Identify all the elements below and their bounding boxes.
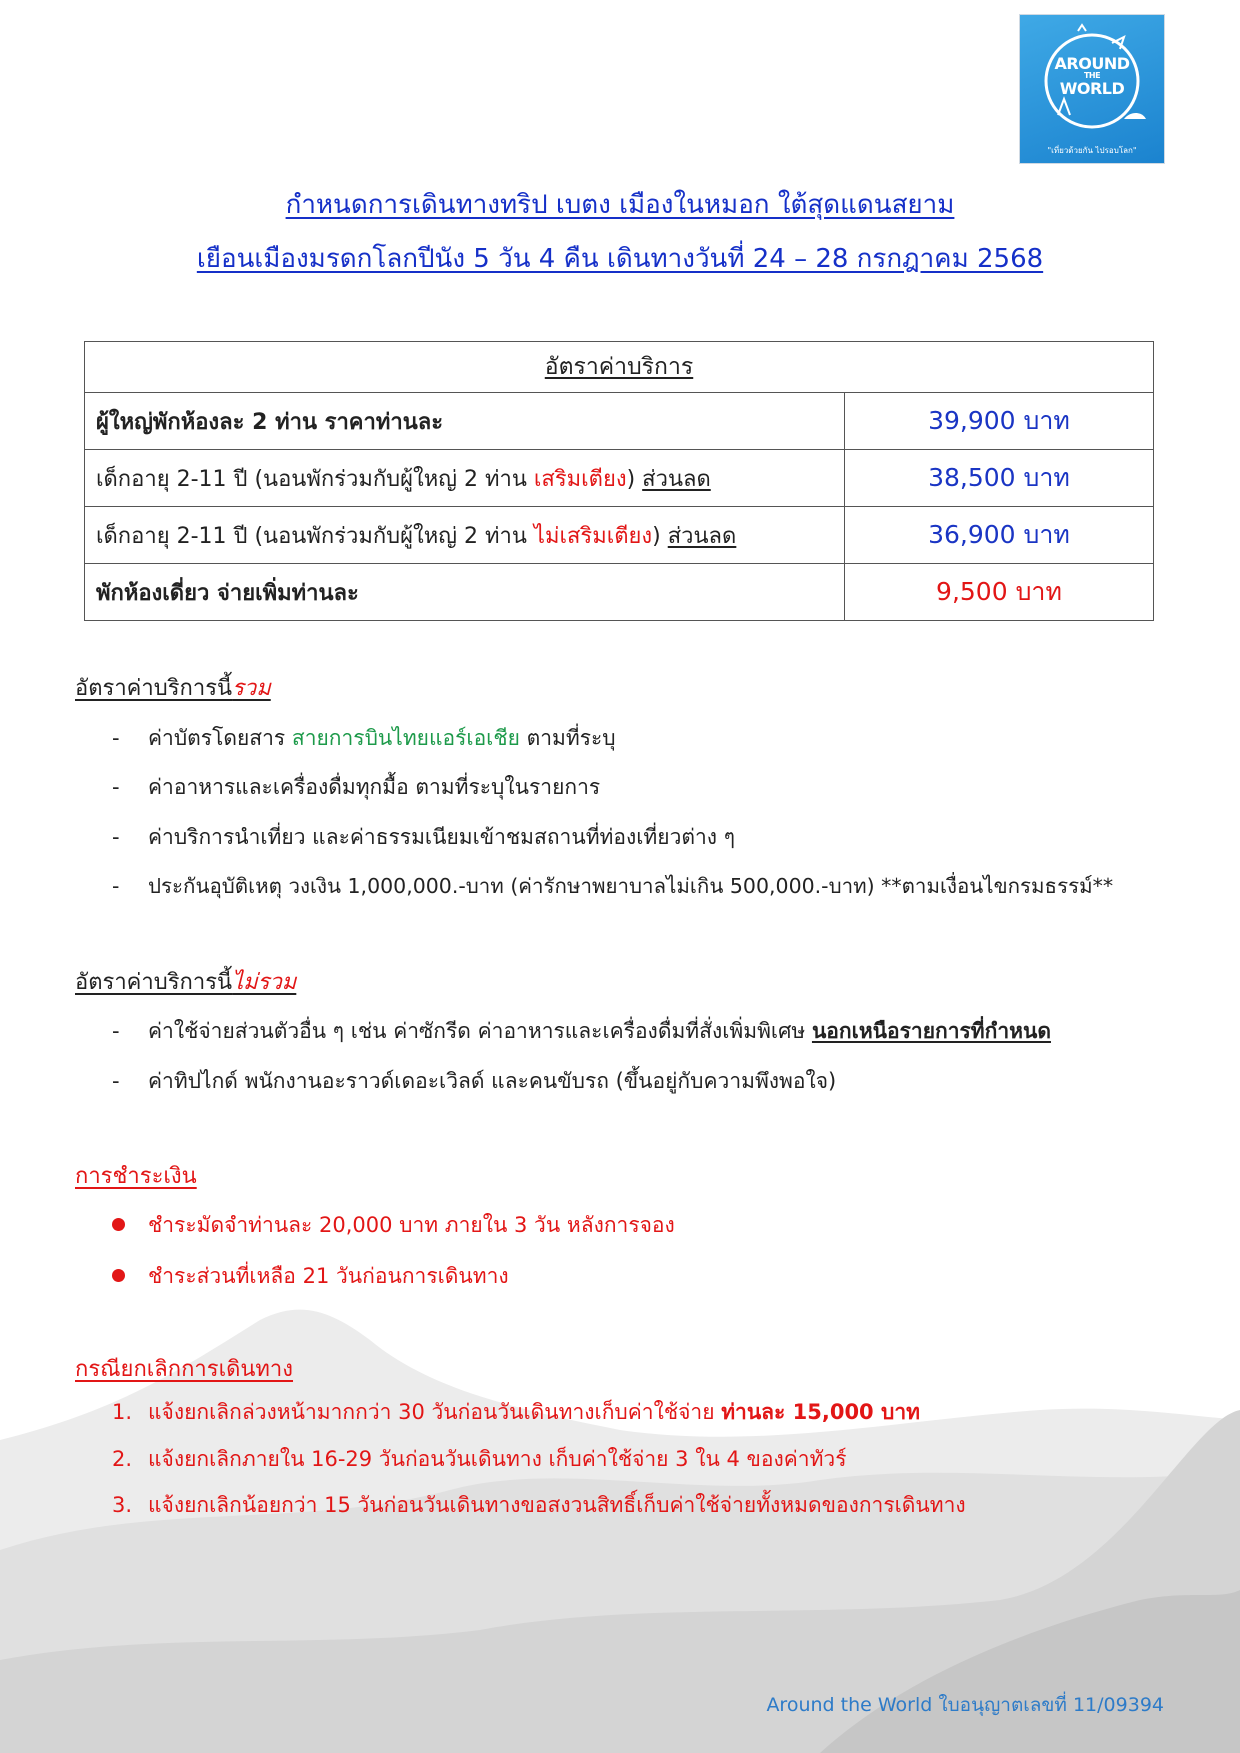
included-heading-text: อัตราค่าบริการนี้ bbox=[75, 676, 233, 701]
item-number: 3. bbox=[112, 1493, 133, 1517]
company-logo bbox=[1020, 15, 1164, 163]
dash-marker: - bbox=[112, 874, 120, 898]
excluded-heading-text: อัตราค่าบริการนี้ bbox=[75, 970, 233, 995]
list-item bbox=[112, 821, 735, 854]
list-item bbox=[112, 771, 600, 804]
bullet-dot-icon bbox=[112, 1218, 125, 1231]
rates-header-text: อัตราค่าบริการ bbox=[544, 354, 694, 380]
item-text: แจ้งยกเลิกล่วงหน้ามากกว่า 30 วันก่อนวันเดินทางเก็บค่าใช้จ่าย bbox=[148, 1400, 722, 1424]
table-row bbox=[85, 564, 1154, 621]
rate-label-text: เด็กอายุ 2-11 ปี (นอนพักร่วมกับผู้ใหญ่ 2 ท่าน bbox=[96, 466, 534, 492]
excluded-heading-emphasis: ไม่รวม bbox=[232, 970, 297, 995]
rate-label-text: ) bbox=[626, 466, 643, 492]
item-text: ชำระส่วนที่เหลือ 21 วันก่อนการเดินทาง bbox=[148, 1264, 509, 1288]
item-text: ตามที่ระบุ bbox=[519, 726, 616, 750]
footer-license: Around the World ใบอนุญาตเลขที่ 11/09394 bbox=[766, 1694, 1164, 1716]
item-number: 1. bbox=[112, 1400, 133, 1424]
included-heading-emphasis: รวม bbox=[232, 676, 271, 701]
cancellation-heading: กรณียกเลิกการเดินทาง bbox=[75, 1357, 294, 1382]
rate-label-child-extra-bed bbox=[85, 450, 845, 507]
rates-table-header bbox=[85, 342, 1154, 393]
bullet-dot-icon bbox=[112, 1269, 125, 1282]
item-number: 2. bbox=[112, 1447, 133, 1471]
airline-name: สายการบินไทยแอร์เอเชีย bbox=[291, 726, 520, 750]
item-text: ค่าบริการนำเที่ยว และค่าธรรมเนียมเข้าชมสถานที่ท่องเที่ยวต่าง ๆ bbox=[148, 825, 736, 849]
rate-label-highlight: เสริมเตียง bbox=[533, 466, 627, 492]
table-row bbox=[85, 450, 1154, 507]
document-title-line1: กำหนดการเดินทางทริป เบตง เมืองในหมอก ใต้สุดแดนสยาม bbox=[285, 190, 955, 220]
rates-table bbox=[84, 341, 1154, 621]
document-title-line2: เยือนเมืองมรดกโลกปีนัง 5 วัน 4 คืน เดินทางวันที่ 24 – 28 กรกฎาคม 2568 bbox=[196, 244, 1044, 274]
logo-text-the: THE bbox=[1083, 71, 1101, 80]
item-text: ชำระมัดจำท่านละ 20,000 บาท ภายใน 3 วัน หลังการจอง bbox=[148, 1213, 675, 1237]
item-text: ประกันอุบัติเหตุ วงเงิน 1,000,000.-บาท (ค่ารักษาพยาบาลไม่เกิน 500,000.-บาท) **ตามเงื่อนไขกรมธรรม์** bbox=[148, 874, 1114, 898]
dash-marker: - bbox=[112, 775, 120, 799]
list-item bbox=[112, 1260, 509, 1293]
list-item bbox=[112, 1443, 847, 1476]
logo-text-world: WORLD bbox=[1059, 79, 1125, 98]
logo-text-around: AROUND bbox=[1054, 54, 1130, 73]
rate-label-text: ) bbox=[652, 523, 668, 549]
list-item bbox=[112, 722, 616, 755]
rate-label-discount: ส่วนลด bbox=[667, 523, 737, 549]
rate-price-child-extra-bed: 38,500 บาท bbox=[845, 450, 1154, 507]
rate-price-adult: 39,900 บาท bbox=[845, 393, 1154, 450]
item-text: ค่าทิปไกด์ พนักงานอะราวด์เดอะเวิลด์ และคนขับรถ (ขึ้นอยู่กับความพึงพอใจ) bbox=[148, 1069, 837, 1093]
payment-heading: การชำระเงิน bbox=[75, 1164, 197, 1189]
item-emphasis: ท่านละ 15,000 บาท bbox=[721, 1400, 920, 1424]
excluded-heading bbox=[75, 964, 296, 999]
logo-wordmark bbox=[1020, 55, 1164, 97]
list-item bbox=[112, 870, 1113, 903]
logo-tagline: "เที่ยวด้วยกัน ไปรอบโลก" bbox=[1047, 146, 1137, 155]
list-item bbox=[112, 1065, 836, 1098]
dash-marker: - bbox=[112, 726, 120, 750]
dash-marker: - bbox=[112, 825, 120, 849]
dash-marker: - bbox=[112, 1069, 120, 1093]
item-text: แจ้งยกเลิกภายใน 16-29 วันก่อนวันเดินทาง เก็บค่าใช้จ่าย 3 ใน 4 ของค่าทัวร์ bbox=[148, 1447, 847, 1471]
rate-price-child-no-bed: 36,900 บาท bbox=[845, 507, 1154, 564]
item-emphasis: นอกเหนือรายการที่กำหนด bbox=[811, 1019, 1051, 1043]
list-item bbox=[112, 1015, 1051, 1048]
table-row bbox=[85, 393, 1154, 450]
list-item bbox=[112, 1209, 675, 1242]
rate-label-highlight: ไม่เสริมเตียง bbox=[533, 523, 653, 549]
rate-label-text: เด็กอายุ 2-11 ปี (นอนพักร่วมกับผู้ใหญ่ 2 ท่าน bbox=[96, 523, 534, 549]
item-text: แจ้งยกเลิกน้อยกว่า 15 วันก่อนวันเดินทางขอสงวนสิทธิ์เก็บค่าใช้จ่ายทั้งหมดของการเดินทาง bbox=[148, 1493, 966, 1517]
list-item bbox=[112, 1396, 920, 1429]
rate-label-adult: ผู้ใหญ่พักห้องละ 2 ท่าน ราคาท่านละ bbox=[85, 393, 845, 450]
dash-marker: - bbox=[112, 1019, 120, 1043]
item-text: ค่าอาหารและเครื่องดื่มทุกมื้อ ตามที่ระบุในรายการ bbox=[148, 775, 601, 799]
rate-price-single-room: 9,500 บาท bbox=[845, 564, 1154, 621]
item-text: ค่าใช้จ่ายส่วนตัวอื่น ๆ เช่น ค่าซักรีด ค่าอาหารและเครื่องดื่มที่สั่งเพิ่มพิเศษ bbox=[148, 1019, 812, 1043]
rate-label-single-room: พักห้องเดี่ยว จ่ายเพิ่มท่านละ bbox=[85, 564, 845, 621]
rates-table-header-row bbox=[85, 342, 1154, 393]
rate-label-child-no-bed bbox=[85, 507, 845, 564]
list-item bbox=[112, 1489, 966, 1522]
table-row bbox=[85, 507, 1154, 564]
rate-label-discount: ส่วนลด bbox=[642, 466, 711, 492]
included-heading bbox=[75, 670, 271, 705]
item-text: ค่าบัตรโดยสาร bbox=[148, 726, 292, 750]
